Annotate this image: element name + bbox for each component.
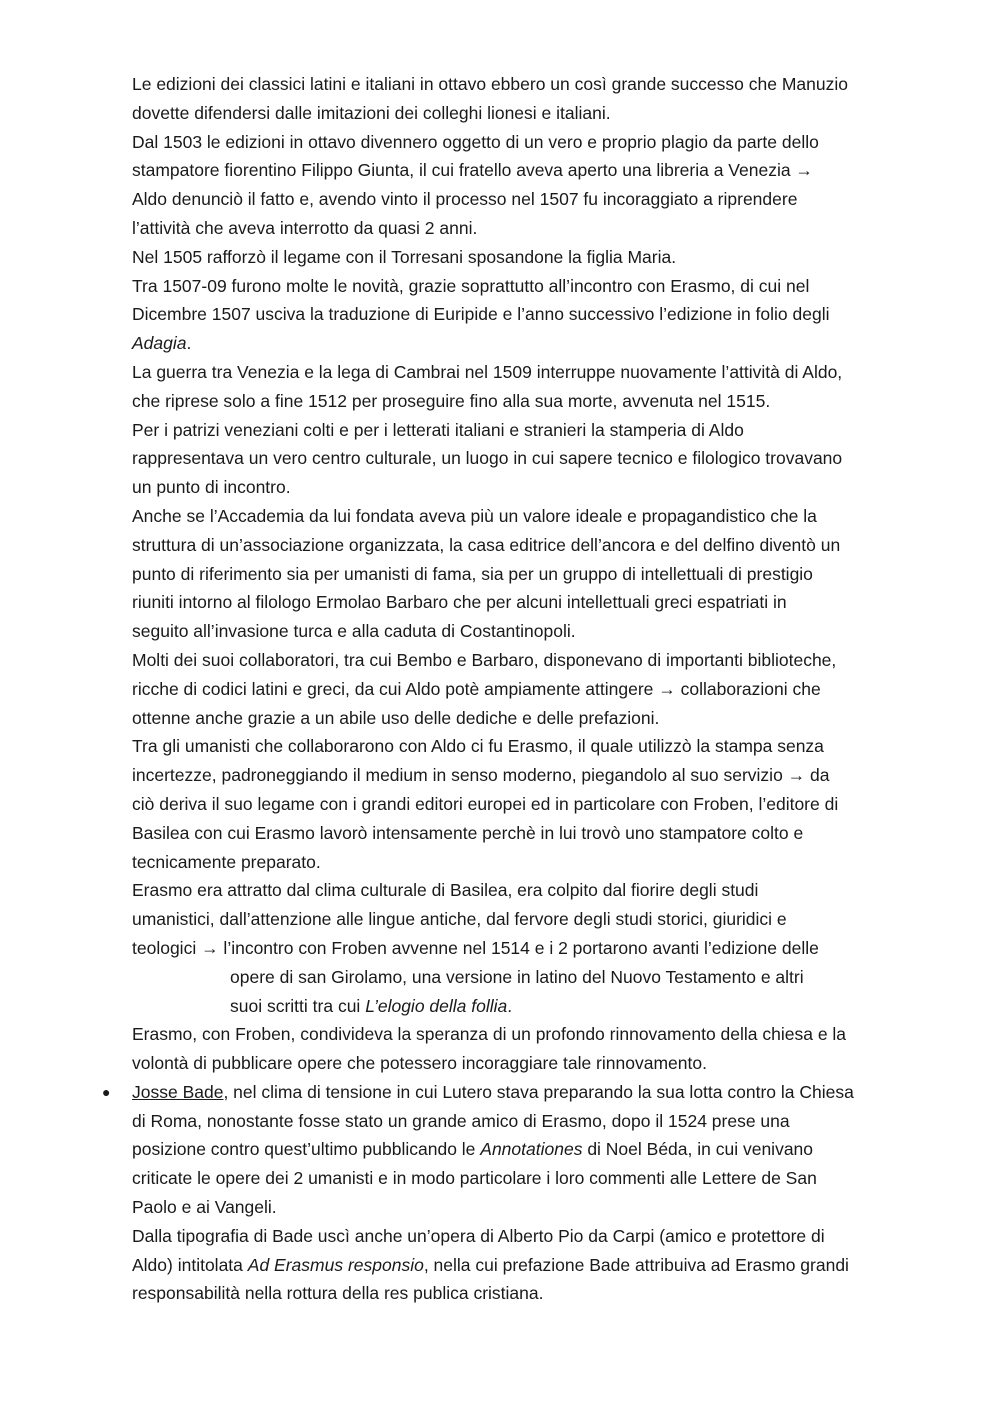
text-span: di Noel Béda, in cui venivano [582, 1139, 814, 1160]
text-line: responsabilità nella rottura della res publica cristiana. [132, 1283, 544, 1304]
text-line: Dalla tipografia di Bade uscì anche un’opera di Alberto Pio da Carpi (amico e protettore di [132, 1225, 825, 1246]
italic-title: Annotationes [480, 1139, 583, 1160]
text-line: struttura di un’associazione organizzata, la casa editrice dell’ancora e del delfino diventò un [132, 534, 841, 555]
text-line [132, 1251, 932, 1280]
text-line: Anche se l’Accademia da lui fondata aveva più un valore ideale e propagandistico che la [132, 505, 817, 526]
underlined-name: Josse Bade [132, 1081, 224, 1102]
text-line [132, 1135, 932, 1164]
text-line: Basilea con cui Erasmo lavorò intensamente perchè in lui trovò uno stampatore colto e [132, 822, 804, 843]
text-line: criticate le opere dei 2 umanisti e in modo particolare i loro commenti alle Lettere de San [132, 1168, 817, 1189]
text-line: punto di riferimento sia per umanisti di fama, sia per un gruppo di intellettuali di prestigio [132, 563, 813, 584]
italic-title: Ad Erasmus responsio [247, 1254, 424, 1275]
text-line: incertezze, padroneggiando il medium in senso moderno, piegandolo al suo servizio → da [132, 765, 830, 786]
text-line: Erasmo era attratto dal clima culturale di Basilea, era colpito dal fiorire degli studi [132, 880, 759, 901]
text-line: rappresentava un vero centro culturale, un luogo in cui sapere tecnico e filologico trovavano [132, 448, 843, 469]
text-line: Per i patrizi veneziani colti e per i letterati italiani e stranieri la stamperia di Aldo [132, 419, 744, 440]
text-line: ciò deriva il suo legame con i grandi editori europei ed in particolare con Froben, l’editore di [132, 793, 839, 814]
text-line: riuniti intorno al filologo Ermolao Barbaro che per alcuni intellettuali greci espatriati in [132, 592, 787, 613]
text-line: l’attività che aveva interrotto da quasi 2 anni. [132, 217, 478, 238]
text-span: , nella cui prefazione Bade attribuiva ad Erasmo grandi [423, 1254, 849, 1275]
text-line: Molti dei suoi collaboratori, tra cui Bembo e Barbaro, disponevano di importanti biblioteche, [132, 649, 837, 670]
text-span: posizione contro quest’ultimo pubblicando le [132, 1139, 481, 1160]
text-line: Le edizioni dei classici latini e italiani in ottavo ebbero un così grande successo che Manuzio [132, 74, 848, 94]
document-body [102, 70, 932, 1308]
italic-title: Adagia [132, 333, 187, 354]
text-line [132, 992, 932, 1021]
bullet-icon: ● [102, 1083, 111, 1100]
text-line: umanistici, dall’attenzione alle lingue antiche, dal fervore degli studi storici, giuridici e [132, 909, 787, 930]
text-line: stampatore fiorentino Filippo Giunta, il cui fratello aveva aperto una libreria a Venezia → [132, 160, 813, 181]
text-line: di Roma, nonostante fosse stato un grande amico di Erasmo, dopo il 1524 prese una [132, 1110, 790, 1131]
text-line: Aldo denunciò il fatto e, avendo vinto il processo nel 1507 fu incoraggiato a riprendere [132, 189, 798, 210]
text-line: Erasmo, con Froben, condivideva la speranza di un profondo rinnovamento della chiesa e la [132, 1024, 847, 1045]
italic-title: L’elogio della follia [365, 995, 508, 1016]
text-span: , nel clima di tensione in cui Lutero stava preparando la sua lotta contro la Chiesa [223, 1081, 854, 1102]
text-line: ottenne anche grazie a un abile uso delle dediche e delle prefazioni. [132, 707, 660, 728]
text-line: tecnicamente preparato. [132, 851, 321, 872]
text-span: . [507, 995, 513, 1016]
text-line: Tra gli umanisti che collaborarono con Aldo ci fu Erasmo, il quale utilizzò la stampa senza [132, 736, 824, 757]
text-span: Aldo) intitolata [132, 1254, 248, 1275]
text-line: Nel 1505 rafforzò il legame con il Torresani sposandone la figlia Maria. [132, 246, 677, 267]
text-line: seguito all’invasione turca e alla caduta di Costantinopoli. [132, 621, 576, 642]
text-line: dovette difendersi dalle imitazioni dei colleghi lionesi e italiani. [132, 102, 611, 123]
text-line: Tra 1507-09 furono molte le novità, grazie soprattutto all’incontro con Erasmo, di cui nel [132, 275, 810, 296]
text-line: volontà di pubblicare opere che potessero incoraggiare tale rinnovamento. [132, 1053, 707, 1074]
text-span: suoi scritti tra cui [230, 995, 366, 1016]
text-line: opere di san Girolamo, una versione in latino del Nuovo Testamento e altri [230, 966, 804, 987]
bullet-item [102, 1078, 932, 1107]
text-line: Dal 1503 le edizioni in ottavo divennero oggetto di un vero e proprio plagio da parte dello [132, 131, 819, 152]
text-span: . [186, 333, 192, 354]
text-line: teologici → l’incontro con Froben avvenne nel 1514 e i 2 portarono avanti l’edizione delle [132, 937, 819, 958]
text-line [132, 329, 932, 358]
text-line: Paolo e ai Vangeli. [132, 1197, 277, 1218]
text-line: La guerra tra Venezia e la lega di Cambrai nel 1509 interruppe nuovamente l’attività di Aldo, [132, 361, 843, 382]
text-line: che riprese solo a fine 1512 per proseguire fino alla sua morte, avvenuta nel 1515. [132, 390, 771, 411]
text-line: ricche di codici latini e greci, da cui Aldo potè ampiamente attingere → collaborazioni che [132, 678, 821, 699]
text-line: un punto di incontro. [132, 477, 291, 498]
text-line: Dicembre 1507 usciva la traduzione di Euripide e l’anno successivo l’edizione in folio degli [132, 304, 830, 325]
